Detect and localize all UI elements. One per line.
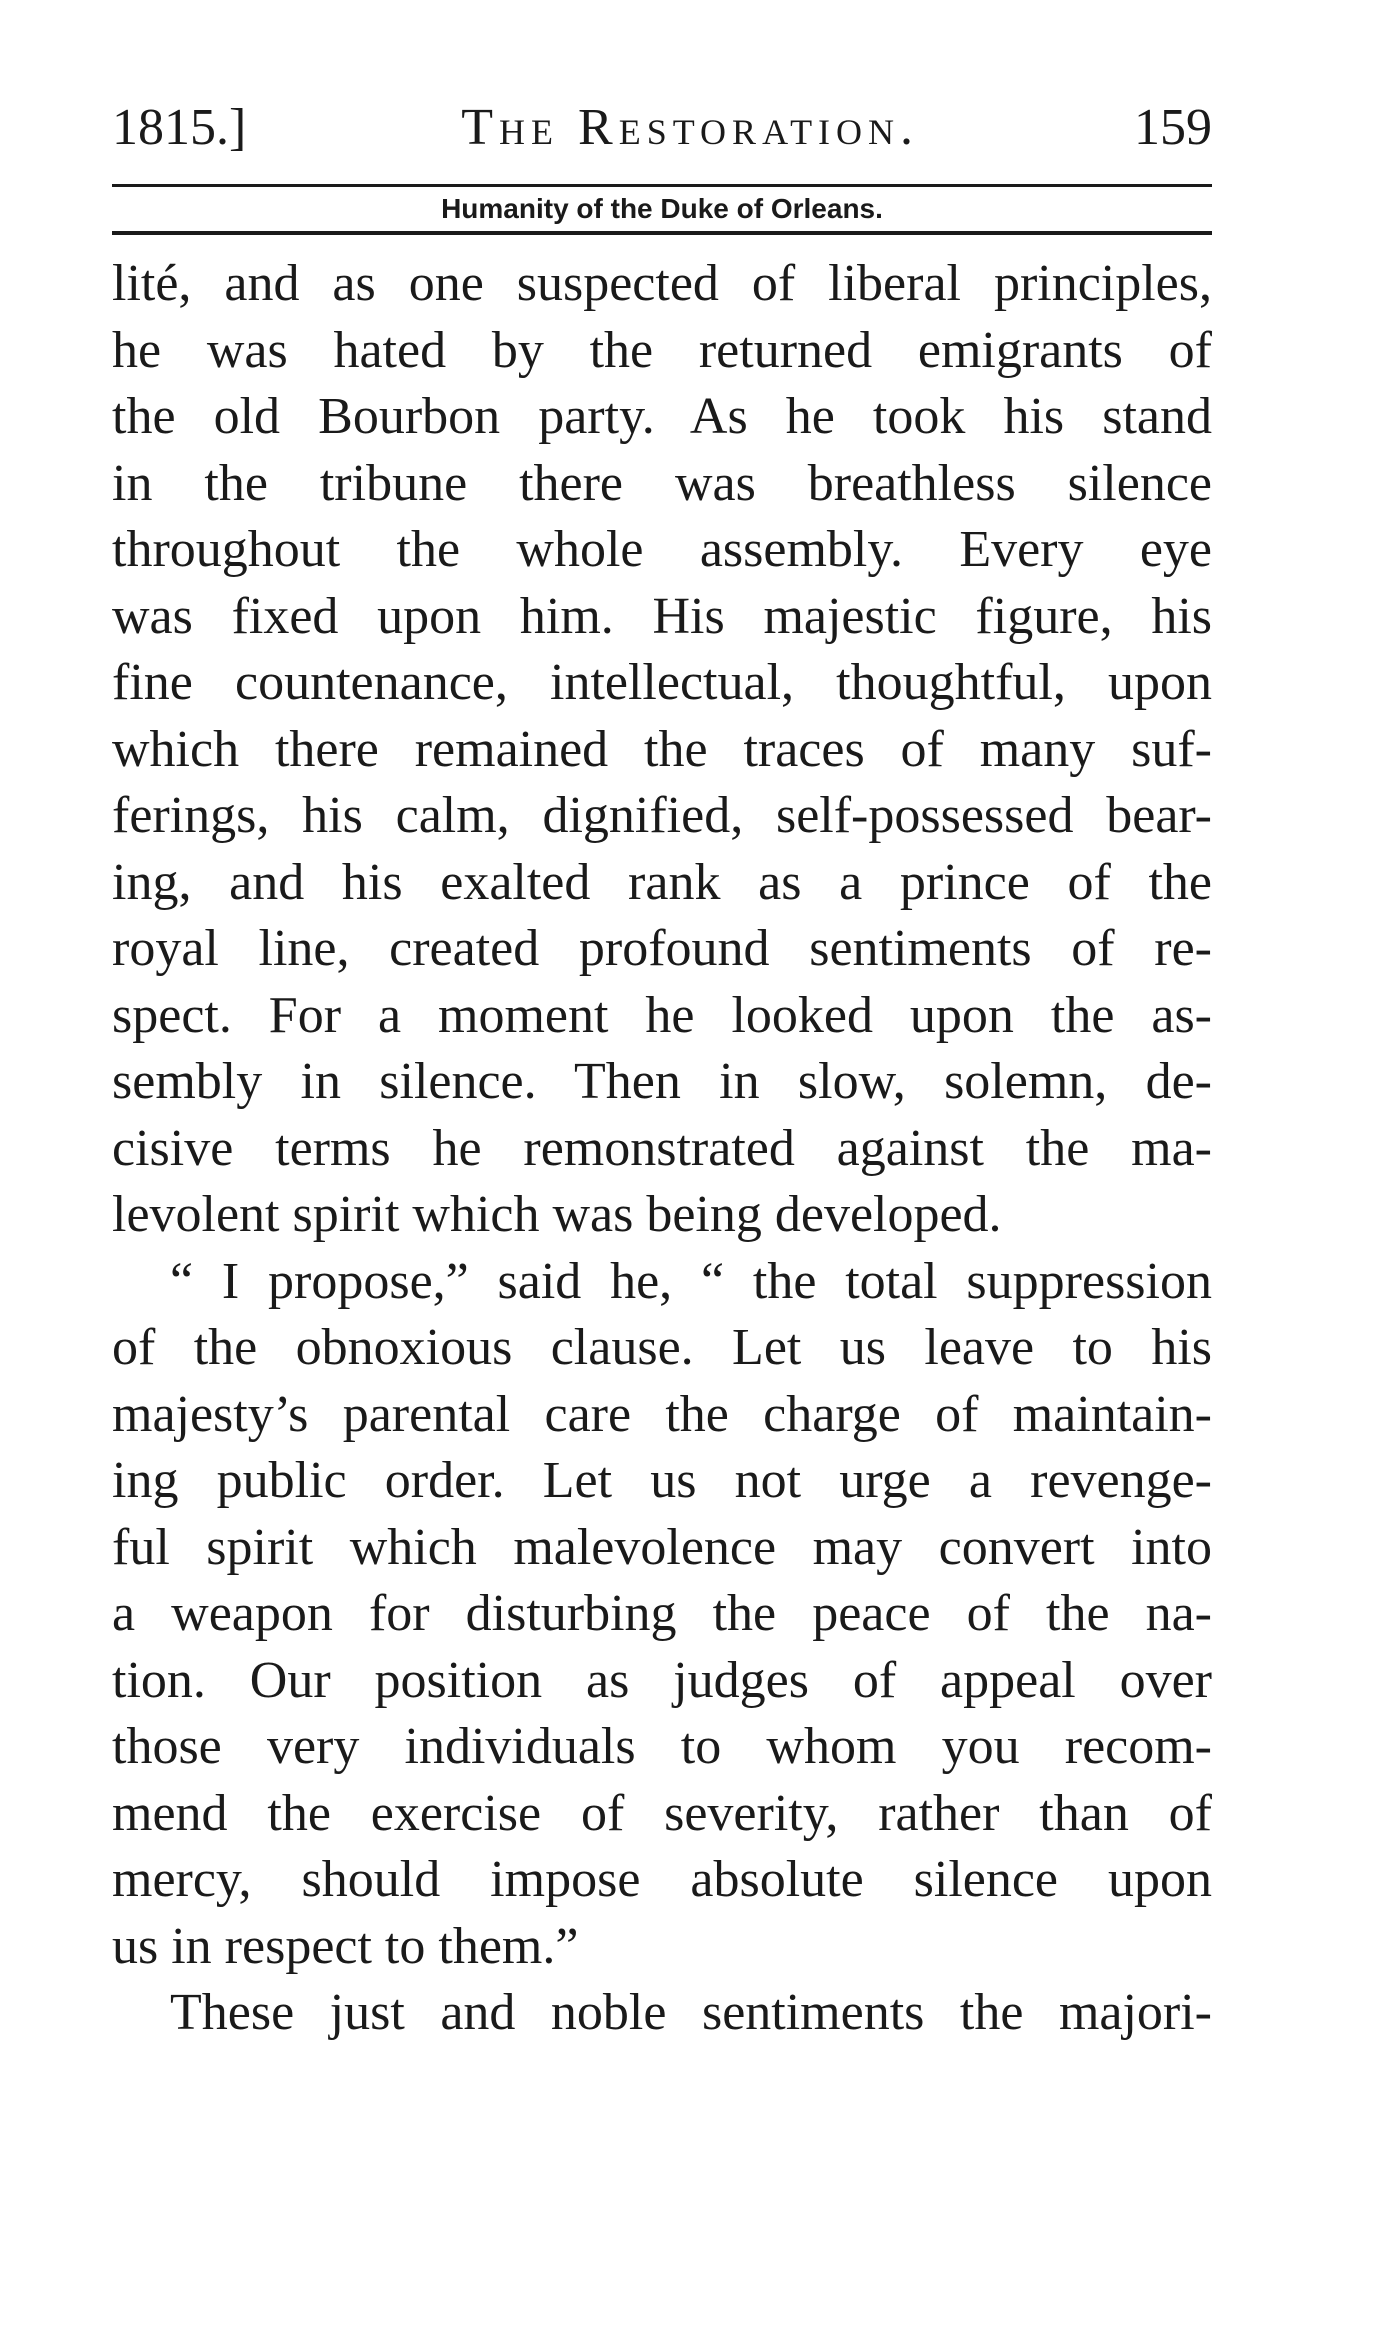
text-line: levolent spirit which was being developed. — [112, 1186, 1002, 1243]
text-line: in the tribune there was breathless silence — [112, 454, 1212, 512]
text-line: the old Bourbon party. As he took his stand — [112, 388, 1212, 445]
text-line: he was hated by the returned emigrants of — [112, 321, 1212, 379]
text-line: mercy, should impose absolute silence upon — [112, 1851, 1212, 1908]
text-line: These just and noble sentiments the majori- — [170, 1984, 1212, 2041]
text-line: cisive terms he remonstrated against the ma- — [112, 1119, 1212, 1177]
text-line: ful spirit which malevolence may convert into — [112, 1518, 1212, 1576]
text-line: sembly in silence. Then in slow, solemn, de- — [112, 1053, 1212, 1110]
text-line: mend the exercise of severity, rather than of — [112, 1784, 1212, 1842]
text-line: “ I propose,” said he, “ the total suppression — [170, 1252, 1212, 1310]
chapter-subtitle: Humanity of the Duke of Orleans. — [441, 193, 883, 224]
text-line: was fixed upon him. His majestic figure, his — [112, 587, 1212, 645]
text-line: spect. For a moment he looked upon the as- — [112, 986, 1212, 1044]
header-year: 1815.] — [112, 99, 247, 156]
text-line: those very individuals to whom you recom- — [112, 1718, 1212, 1775]
text-line: royal line, created profound sentiments of re- — [112, 920, 1212, 977]
book-page — [112, 96, 1212, 2047]
header-title: The Restoration. — [461, 99, 920, 156]
header-rule-bottom — [112, 231, 1212, 235]
body-text — [112, 251, 1212, 2047]
text-line: a weapon for disturbing the peace of the na- — [112, 1585, 1212, 1642]
text-line: ing, and his exalted rank as a prince of the — [112, 853, 1212, 911]
text-line: lité, and as one suspected of liberal principles, — [112, 255, 1212, 312]
text-line: tion. Our position as judges of appeal over — [112, 1651, 1212, 1709]
text-line: throughout the whole assembly. Every eye — [112, 521, 1212, 578]
text-line: us in respect to them.” — [112, 1917, 579, 1975]
text-line: of the obnoxious clause. Let us leave to his — [112, 1319, 1212, 1376]
text-line: ing public order. Let us not urge a revenge- — [112, 1452, 1212, 1509]
text-line: which there remained the traces of many suf- — [112, 720, 1212, 778]
text-line: ferings, his calm, dignified, self-possessed bear- — [112, 787, 1212, 844]
text-line: fine countenance, intellectual, thoughtful, upon — [112, 654, 1212, 711]
running-head — [112, 96, 1212, 166]
text-line: majesty’s parental care the charge of maintain- — [112, 1385, 1212, 1443]
page-number: 159 — [1133, 99, 1212, 156]
